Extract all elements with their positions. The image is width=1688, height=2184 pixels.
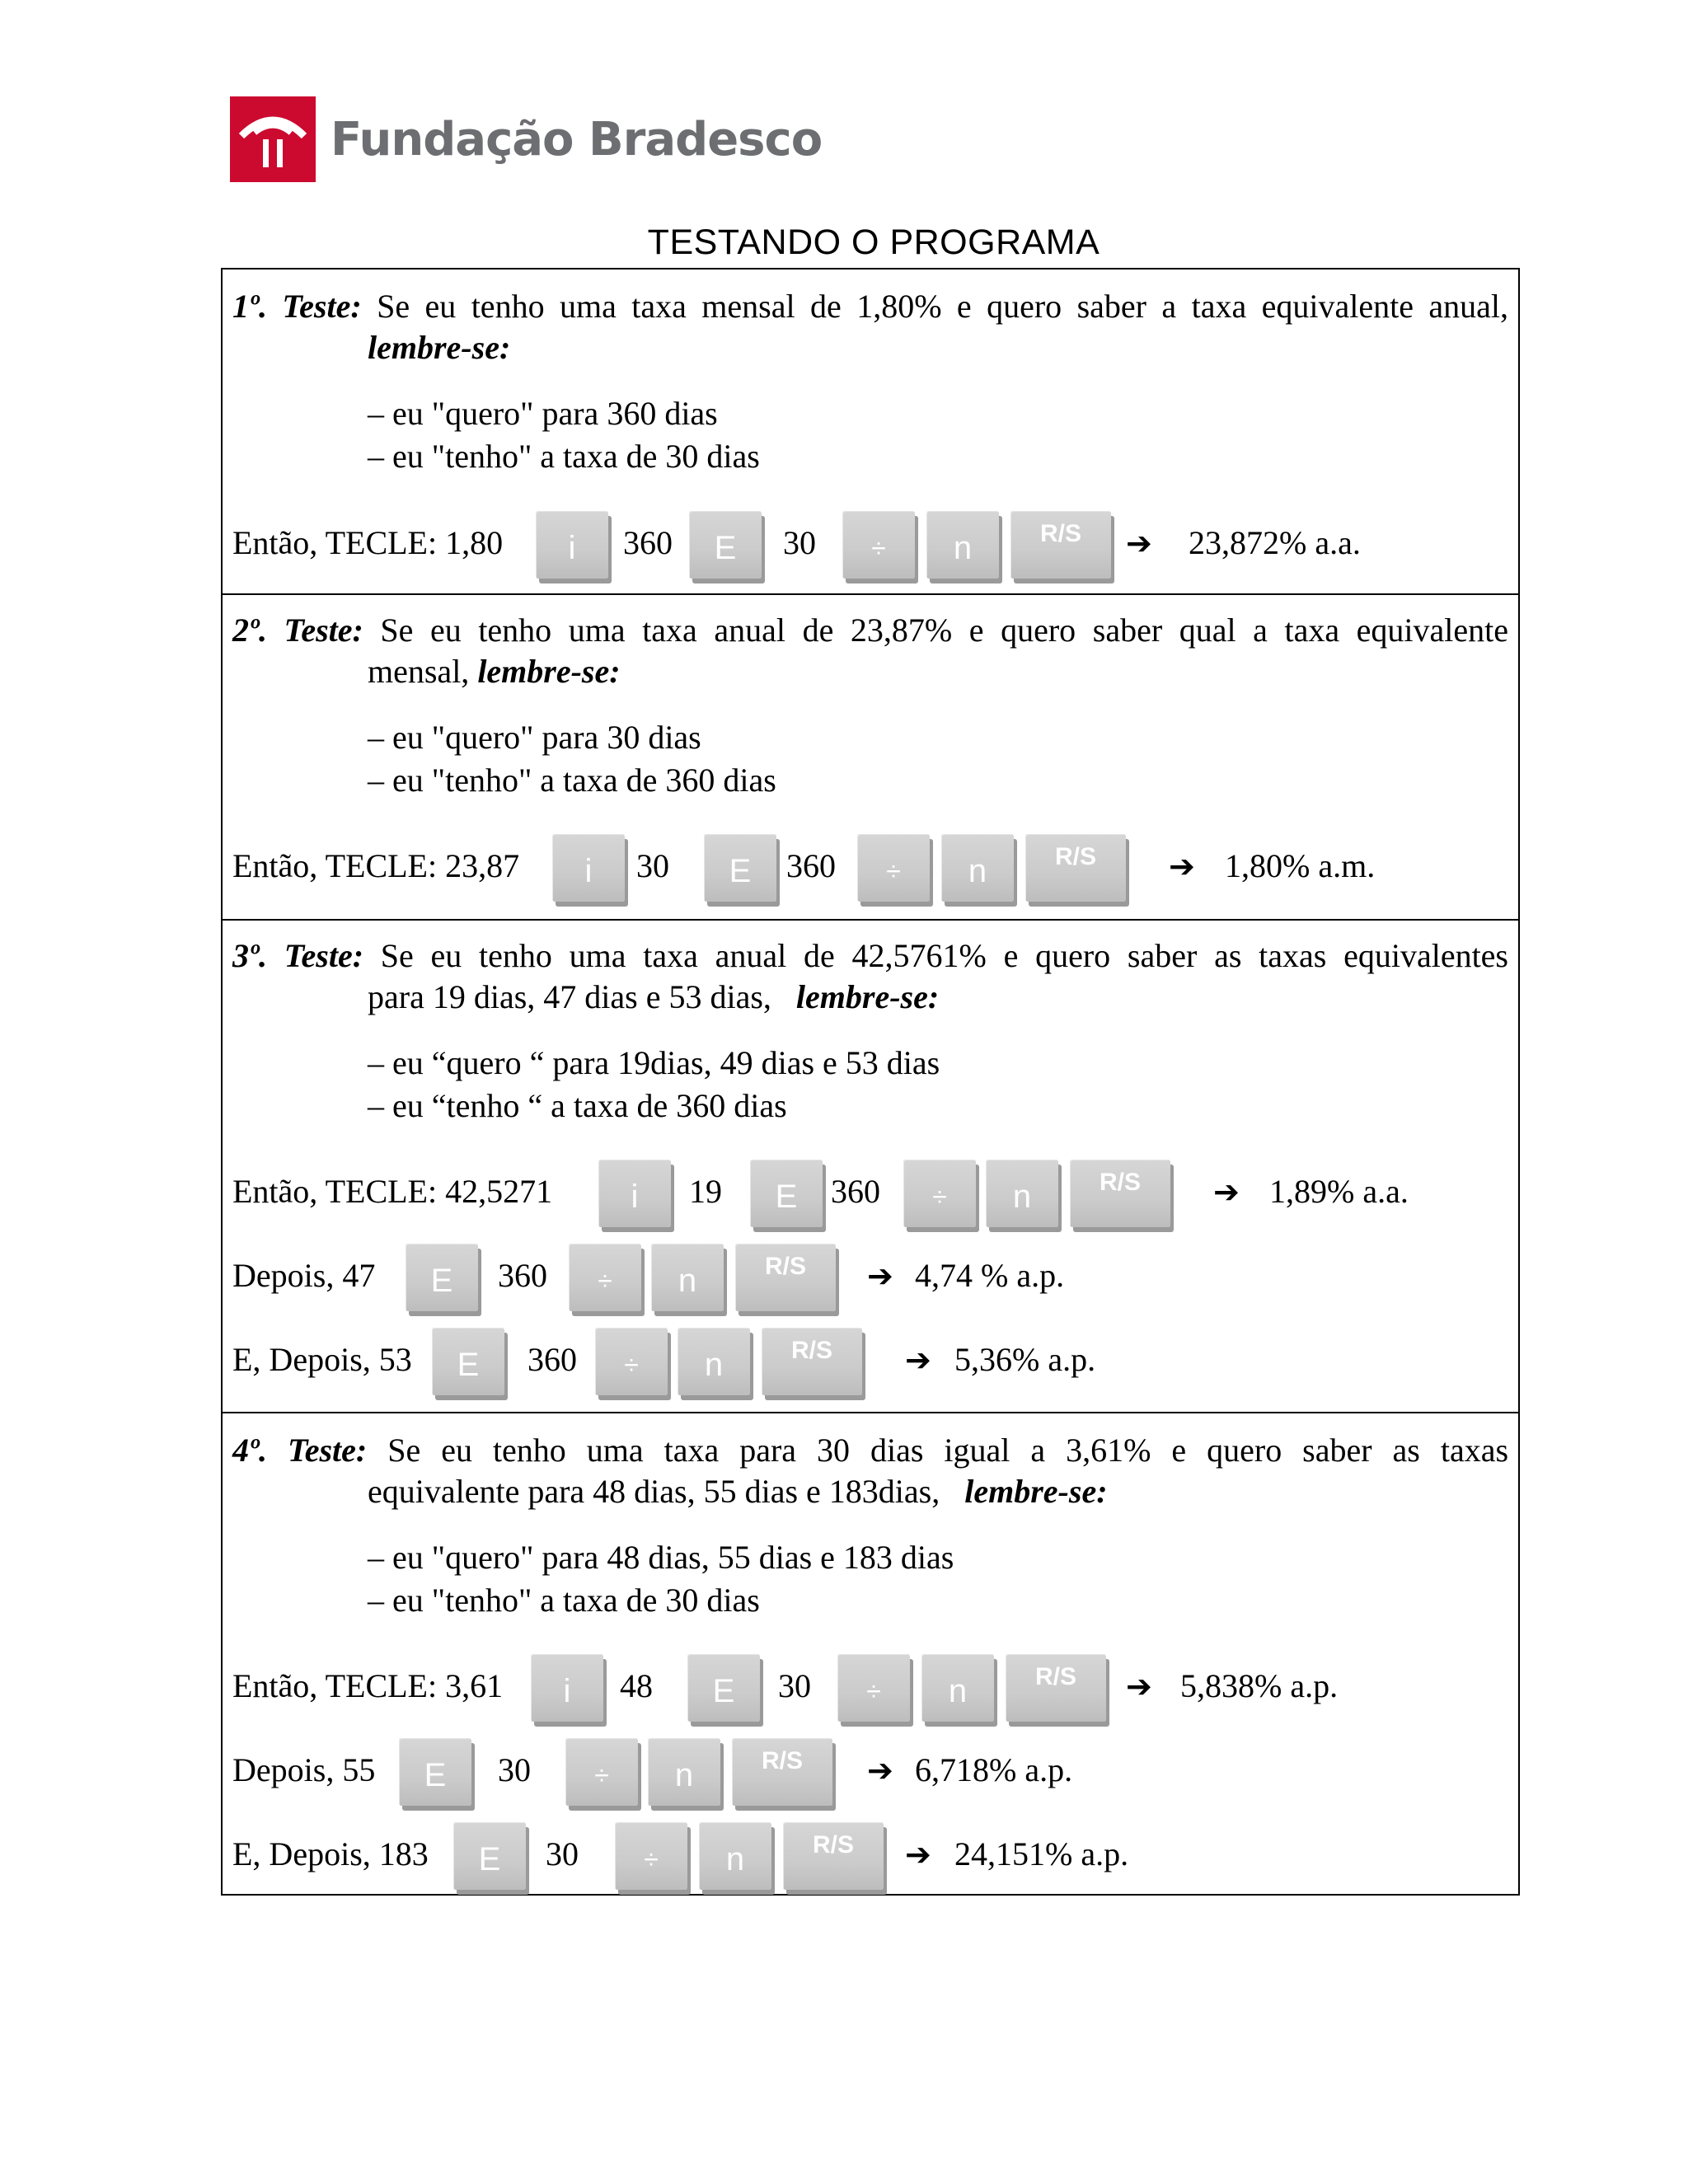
- row-prefix: Então, TECLE: 1,80: [232, 524, 504, 561]
- row-value-a: 19: [689, 1173, 722, 1210]
- key-e: E: [399, 1738, 471, 1806]
- key-i: i: [531, 1654, 603, 1722]
- row-prefix: E, Depois, 183: [232, 1835, 429, 1872]
- page-title: TESTANDO O PROGRAMA: [647, 223, 1100, 262]
- lembre-label: lembre-se:: [368, 329, 511, 366]
- key-n: n: [699, 1822, 771, 1890]
- key-i: i: [598, 1160, 671, 1227]
- row-prefix: E, Depois, 53: [232, 1341, 412, 1378]
- key-divide: ÷: [595, 1328, 668, 1395]
- key-i: i: [552, 834, 625, 902]
- arrow-icon: ➔: [1213, 1174, 1240, 1210]
- key-n: n: [926, 511, 999, 579]
- key-e: E: [406, 1244, 478, 1311]
- key-n: n: [941, 834, 1014, 902]
- row-prefix: Depois, 47: [232, 1257, 376, 1294]
- key-n: n: [651, 1244, 724, 1311]
- row-value-b: 30: [546, 1835, 579, 1872]
- key-rs: R/S: [1010, 511, 1111, 579]
- key-e: E: [432, 1328, 504, 1395]
- arrow-icon: ➔: [867, 1752, 893, 1788]
- key-e: E: [453, 1822, 526, 1890]
- row-result: 5,36% a.p.: [954, 1341, 1096, 1378]
- bradesco-tree-icon: [230, 96, 316, 182]
- test-section-1: [223, 269, 1518, 595]
- key-rs: R/S: [1025, 834, 1126, 902]
- row-value-b: 360: [831, 1173, 880, 1210]
- key-rs: R/S: [1070, 1160, 1170, 1227]
- bullet-quero: – eu "quero" para 48 dias, 55 dias e 183 dias: [368, 1539, 954, 1576]
- arrow-icon: ➔: [905, 1836, 931, 1872]
- row-result: 5,838% a.p.: [1180, 1667, 1339, 1704]
- tests-table: [221, 268, 1520, 1896]
- test-intro: [232, 286, 1508, 327]
- key-e: E: [687, 1654, 760, 1722]
- arrow-icon: ➔: [1126, 1668, 1152, 1704]
- test-intro-cont: [368, 651, 621, 692]
- lembre-label: lembre-se:: [477, 653, 621, 690]
- key-divide: ÷: [903, 1160, 976, 1227]
- row-value-b: 30: [783, 524, 816, 561]
- row-result: 23,872% a.a.: [1189, 524, 1361, 561]
- test-text: Se eu tenho uma taxa anual de 23,87% e quero saber qual a taxa equivalente: [380, 612, 1509, 649]
- key-divide: ÷: [837, 1654, 910, 1722]
- test-text: Se eu tenho uma taxa para 30 dias igual a 3,61% e quero saber as taxas: [387, 1432, 1509, 1469]
- test-text-cont: para 19 dias, 47 dias e 53 dias,: [368, 978, 771, 1015]
- key-divide: ÷: [857, 834, 930, 902]
- row-value-b: 30: [498, 1751, 531, 1788]
- key-divide: ÷: [615, 1822, 687, 1890]
- row-prefix: Depois, 55: [232, 1751, 376, 1788]
- key-i: i: [536, 511, 608, 579]
- row-prefix: Então, TECLE: 23,87: [232, 847, 520, 884]
- key-rs: R/S: [732, 1738, 832, 1806]
- bullet-tenho: – eu "tenho" a taxa de 30 dias: [368, 1582, 760, 1619]
- test-section-2: [223, 595, 1518, 921]
- test-intro-cont: [368, 327, 510, 368]
- test-section-3: [223, 921, 1518, 1413]
- test-intro: [232, 935, 1508, 977]
- key-n: n: [986, 1160, 1058, 1227]
- row-prefix: Então, TECLE: 3,61: [232, 1667, 504, 1704]
- test-label: 3º. Teste:: [232, 937, 364, 974]
- test-intro: [232, 610, 1508, 651]
- key-rs: R/S: [762, 1328, 862, 1395]
- test-section-4: [223, 1413, 1518, 1894]
- key-e: E: [750, 1160, 823, 1227]
- test-text: Se eu tenho uma taxa anual de 42,5761% e quero saber as taxas equivalentes: [380, 937, 1509, 974]
- row-value-b: 30: [778, 1667, 811, 1704]
- key-divide: ÷: [569, 1244, 641, 1311]
- brand-name: Fundação Bradesco: [331, 112, 823, 166]
- row-value-b: 360: [786, 847, 836, 884]
- test-text-cont: equivalente para 48 dias, 55 dias e 183dias,: [368, 1473, 940, 1510]
- arrow-icon: ➔: [867, 1258, 893, 1294]
- test-text: Se eu tenho uma taxa mensal de 1,80% e quero saber a taxa equivalente anual,: [377, 288, 1509, 325]
- arrow-icon: ➔: [1169, 848, 1195, 884]
- row-value-a: 48: [620, 1667, 653, 1704]
- bullet-quero: – eu "quero" para 30 dias: [368, 719, 701, 756]
- test-intro: [232, 1430, 1508, 1471]
- bullet-quero: – eu “quero “ para 19dias, 49 dias e 53 dias: [368, 1044, 940, 1081]
- test-intro-cont: [368, 977, 939, 1018]
- row-result: 24,151% a.p.: [954, 1835, 1129, 1872]
- key-e: E: [689, 511, 762, 579]
- bullet-tenho: – eu “tenho “ a taxa de 360 dias: [368, 1087, 787, 1124]
- key-n: n: [921, 1654, 994, 1722]
- row-result: 1,80% a.m.: [1225, 847, 1376, 884]
- arrow-icon: ➔: [905, 1342, 931, 1378]
- bullet-tenho: – eu "tenho" a taxa de 360 dias: [368, 762, 776, 799]
- row-value-b: 360: [528, 1341, 577, 1378]
- row-result: 1,89% a.a.: [1269, 1173, 1409, 1210]
- test-label: 2º. Teste:: [232, 612, 363, 649]
- row-prefix: Então, TECLE: 42,5271: [232, 1173, 553, 1210]
- lembre-label: lembre-se:: [795, 978, 940, 1015]
- test-text-cont: mensal,: [368, 653, 470, 690]
- key-n: n: [678, 1328, 750, 1395]
- key-rs: R/S: [783, 1822, 884, 1890]
- test-intro-cont: [368, 1471, 1108, 1512]
- lembre-label: lembre-se:: [964, 1473, 1108, 1510]
- row-value-b: 360: [498, 1257, 547, 1294]
- test-label: 1º. Teste:: [232, 288, 362, 325]
- key-divide: ÷: [842, 511, 915, 579]
- key-e: E: [704, 834, 776, 902]
- brand-logo: [230, 96, 822, 182]
- row-result: 4,74 % a.p.: [915, 1257, 1065, 1294]
- key-rs: R/S: [735, 1244, 836, 1311]
- arrow-icon: ➔: [1126, 525, 1152, 561]
- key-divide: ÷: [565, 1738, 638, 1806]
- bullet-tenho: – eu "tenho" a taxa de 30 dias: [368, 438, 760, 475]
- test-label: 4º. Teste:: [232, 1432, 368, 1469]
- key-rs: R/S: [1006, 1654, 1106, 1722]
- row-result: 6,718% a.p.: [915, 1751, 1073, 1788]
- row-value-a: 30: [636, 847, 669, 884]
- row-value-a: 360: [623, 524, 673, 561]
- key-n: n: [648, 1738, 720, 1806]
- bullet-quero: – eu "quero" para 360 dias: [368, 395, 718, 432]
